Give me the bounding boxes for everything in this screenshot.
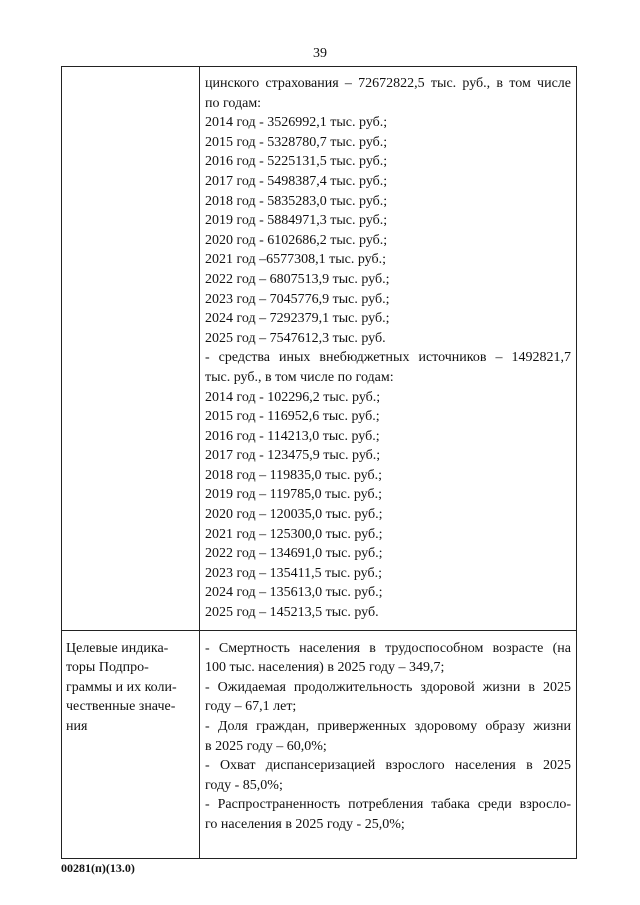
table-row-funding [62, 67, 577, 631]
text-line: году – 67,1 лет; [205, 699, 297, 715]
text-line: го населения в 2025 году - 25,0%; [205, 816, 405, 832]
label-line: торы Подпро- [66, 660, 149, 676]
text-line: 100 тыс. населения) в 2025 году – 349,7; [205, 660, 445, 676]
text-line: - Смертность населения в трудоспособном возрасте (на [205, 640, 571, 656]
label-line: граммы и их коли- [66, 679, 177, 695]
text-line: 2016 год - 114213,0 тыс. руб.; [205, 428, 380, 444]
text-line: 2015 год - 5328780,7 тыс. руб.; [205, 134, 388, 150]
text-line: 2021 год –6577308,1 тыс. руб.; [205, 252, 386, 268]
text-line: - Доля граждан, приверженных здоровому образу жизни [205, 719, 571, 734]
text-line: 2020 год - 6102686,2 тыс. руб.; [205, 232, 388, 248]
text-line: 2022 год – 134691,0 тыс. руб.; [205, 546, 383, 562]
text-line: 2015 год - 116952,6 тыс. руб.; [205, 409, 380, 425]
table-row-target-indicators [62, 630, 577, 858]
text-line: - Охват диспансеризацией взрослого населения в 2025 [205, 758, 571, 774]
label-line: ния [66, 719, 88, 734]
text-line: - Распространенность потребления табака среди взросло- [205, 797, 571, 813]
document-code: 00281(п)(13.0) [61, 861, 135, 875]
text-line: году - 85,0%; [205, 777, 283, 793]
text-line: тыс. руб., в том числе по годам: [205, 369, 394, 385]
text-line: 2014 год - 3526992,1 тыс. руб.; [205, 115, 388, 131]
text-line: цинского страхования – 72672822,5 тыс. руб., в том числе [205, 76, 571, 91]
program-passport-table [61, 66, 577, 859]
text-line: 2021 год – 125300,0 тыс. руб.; [205, 526, 383, 542]
text-line: 2018 год - 5835283,0 тыс. руб.; [205, 193, 388, 209]
table-cell-label-empty [62, 67, 200, 631]
text-line: 2019 год - 5884971,3 тыс. руб.; [205, 213, 388, 229]
text-line: 2019 год – 119785,0 тыс. руб.; [205, 487, 382, 503]
text-line: - Ожидаемая продолжительность здоровой жизни в 2025 [205, 679, 571, 695]
text-line: 2024 год – 135613,0 тыс. руб.; [205, 585, 383, 601]
text-line: 2025 год – 7547612,3 тыс. руб. [205, 330, 386, 346]
label-line: Целевые индика- [66, 640, 169, 656]
text-line: 2014 год - 102296,2 тыс. руб.; [205, 389, 381, 405]
text-line: 2022 год – 6807513,9 тыс. руб.; [205, 271, 390, 287]
text-line: 2023 год – 135411,5 тыс. руб.; [205, 565, 382, 581]
text-line: 2025 год – 145213,5 тыс. руб. [205, 605, 379, 621]
text-line: 2017 год - 5498387,4 тыс. руб.; [205, 173, 388, 189]
text-line: по годам: [205, 95, 262, 111]
table-cell-indicators-label [62, 630, 200, 858]
label-line: чественные значе- [66, 699, 176, 715]
text-line: в 2025 году – 60,0%; [205, 738, 327, 754]
text-line: 2017 год - 123475,9 тыс. руб.; [205, 448, 381, 464]
table-cell-funding-values [200, 67, 577, 631]
text-line: 2016 год - 5225131,5 тыс. руб.; [205, 154, 388, 170]
text-line: 2018 год – 119835,0 тыс. руб.; [205, 467, 382, 483]
text-line: 2023 год – 7045776,9 тыс. руб.; [205, 291, 390, 307]
text-line: 2024 год – 7292379,1 тыс. руб.; [205, 311, 390, 327]
page-number: 39 [313, 46, 327, 61]
text-line: 2020 год – 120035,0 тыс. руб.; [205, 507, 383, 523]
table-cell-indicators-values [200, 630, 577, 858]
text-line: - средства иных внебюджетных источников – 1492821,7 [205, 350, 571, 366]
